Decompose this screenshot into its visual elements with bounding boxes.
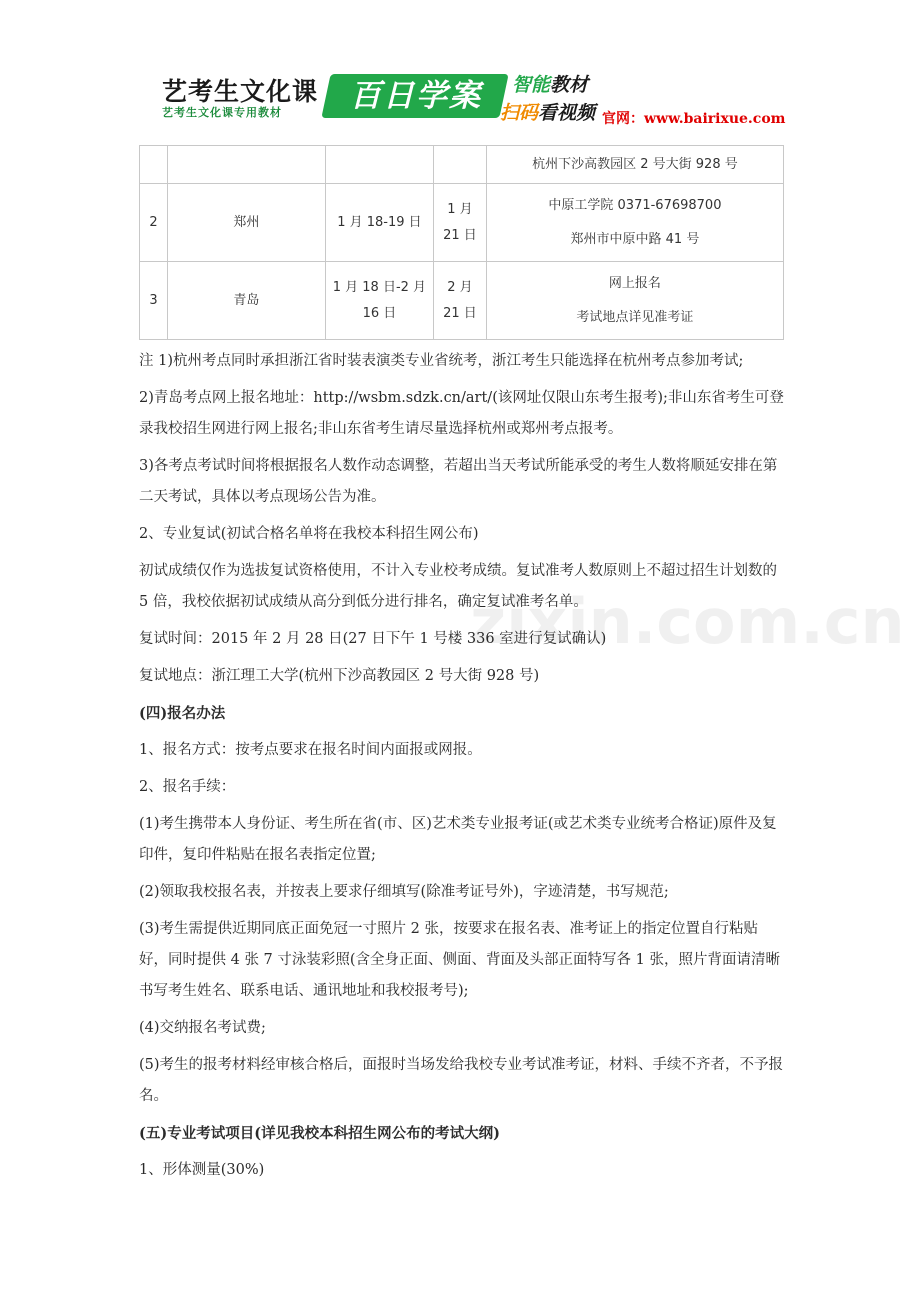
table-row (140, 146, 784, 184)
procedure-item-2: (2)领取我校报名表，并按表上要求仔细填写(除准考证号外)，字迹清楚，书写规范; (139, 884, 669, 900)
place-line1: 中原工学院 0371-67698700 (548, 197, 722, 213)
signup-procedure: 2、报名手续： (139, 779, 236, 795)
cell-exam (434, 146, 487, 184)
procedure-item-4: (4)交纳报名考试费; (139, 1020, 266, 1036)
brand-title: 艺考生文化课 (162, 77, 319, 106)
cell-exam: 1 月 21 日 (434, 184, 487, 262)
official-site-link[interactable]: 官网：www.bairixue.com (602, 111, 786, 127)
slogan1-part-b: 教材 (550, 74, 589, 96)
retest-time: 复试时间：2015 年 2 月 28 日(27 日下午 1 号楼 336 室进行复试确认) (139, 631, 607, 647)
slogan2-part-a: 扫码 (500, 102, 539, 124)
cell-signup: 1 月 18 日-2 月 16 日 (325, 262, 433, 340)
exam-venue-table (139, 145, 784, 340)
slogan-smart-textbook (512, 70, 588, 97)
table-row (140, 262, 784, 340)
slogan-scan-video (500, 98, 595, 125)
table-row (140, 184, 784, 262)
place-line2: 郑州市中原中路 41 号 (570, 231, 700, 247)
retest-heading: 2、专业复试(初试合格名单将在我校本科招生网公布) (139, 526, 479, 542)
procedure-item-5: (5)考生的报考材料经审核合格后，面报时当场发给我校专业考试准考证，材料、手续不齐者，不予报名。 (139, 1057, 784, 1104)
signup-method: 1、报名方式：按考点要求在报名时间内面报或网报。 (139, 742, 482, 758)
brand-box-text: 百日学案 (350, 78, 482, 114)
header-banner (160, 70, 790, 126)
cell-no: 2 (140, 184, 168, 262)
slogan2-part-b: 看视频 (538, 102, 596, 124)
place-line2: 考试地点详见准考证 (576, 309, 694, 325)
note-schedule: 3)各考点考试时间将根据报名人数作动态调整，若超出当天考试所能承受的考生人数将顺延安排在第二天考试，具体以考点现场公告为准。 (139, 458, 778, 505)
cell-signup: 1 月 18-19 日 (325, 184, 433, 262)
exam-item-1: 1、形体测量(30%) (139, 1162, 265, 1178)
cell-exam: 2 月 21 日 (434, 262, 487, 340)
slogan1-part-a: 智能 (512, 74, 551, 96)
watermark: zixin.com.cn (470, 585, 905, 658)
cell-city (167, 146, 325, 184)
place-line1: 网上报名 (608, 275, 661, 291)
brand-subtitle: 艺考生文化课专用教材 (162, 106, 282, 119)
brand-logo (160, 70, 322, 124)
procedure-item-3: (3)考生需提供近期同底正面免冠一寸照片 2 张，按要求在报名表、准考证上的指定位置自行粘贴好，同时提供 4 张 7 寸泳装彩照(含全身正面、侧面、背面及头部正面特写各 1 张，照片背面请清晰书写考生姓名、联系电话、通讯地址和我校报考号); (139, 921, 780, 999)
cell-city: 郑州 (167, 184, 325, 262)
retest-desc: 初试成绩仅作为选拔复试资格使用，不计入专业校考成绩。复试准考人数原则上不超过招生计划数的 5 倍，我校依据初试成绩从高分到低分进行排名，确定复试准考名单。 (139, 563, 777, 610)
place-line1: 杭州下沙高教园区 2 号大街 928 号 (532, 156, 738, 172)
cell-signup (325, 146, 433, 184)
retest-place: 复试地点：浙江理工大学(杭州下沙高教园区 2 号大街 928 号) (139, 668, 540, 684)
cell-no: 3 (140, 262, 168, 340)
procedure-item-1: (1)考生携带本人身份证、考生所在省(市、区)艺术类专业报考证(或艺术类专业统考合格证)原件及复印件，复印件粘贴在报名表指定位置; (139, 816, 777, 863)
cell-city: 青岛 (167, 262, 325, 340)
cell-place (486, 146, 783, 184)
document-body (139, 346, 785, 1192)
note-qingdao: 2)青岛考点网上报名地址：http://wsbm.sdzk.cn/art/(该网址仅限山东考生报考);非山东省考生可登录我校招生网进行网上报名;非山东省考生请尽量选择杭州或郑州考点报考。 (139, 390, 784, 437)
note-hangzhou: 注 1)杭州考点同时承担浙江省时装表演类专业省统考，浙江考生只能选择在杭州考点参加考试; (139, 353, 744, 369)
section-heading-exam-items: (五)专业考试项目(详见我校本科招生网公布的考试大纲) (139, 1125, 500, 1142)
cell-no (140, 146, 168, 184)
section-heading-signup: (四)报名办法 (139, 705, 226, 722)
cell-place (486, 262, 783, 340)
cell-place (486, 184, 783, 262)
